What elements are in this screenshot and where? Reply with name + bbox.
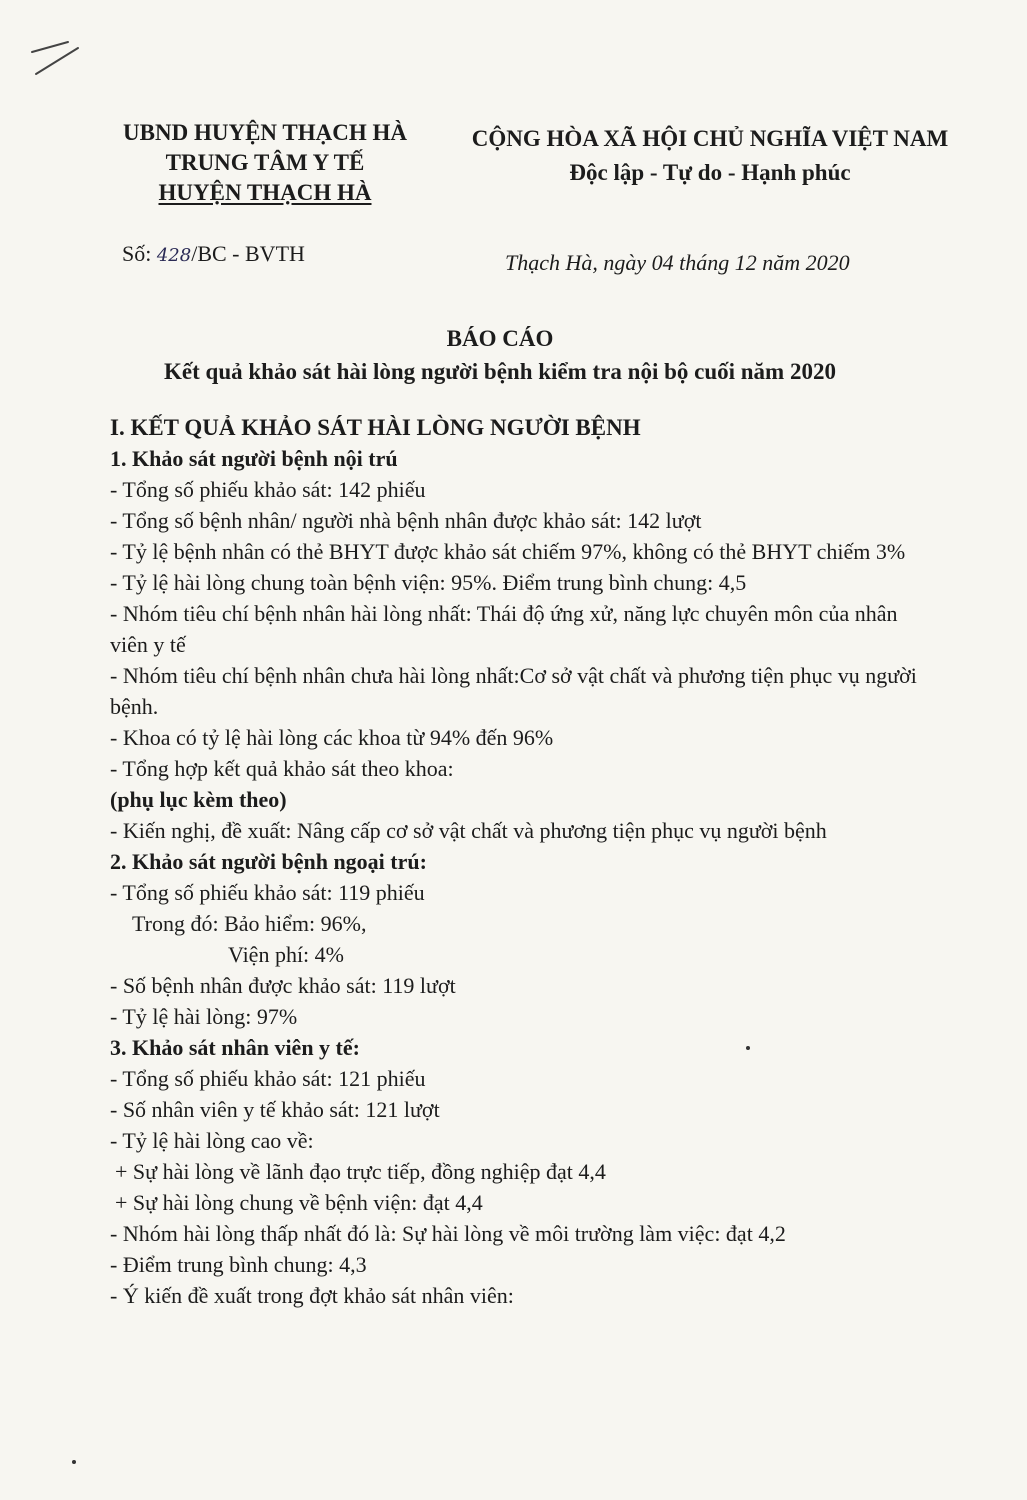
national-motto: [430, 122, 990, 190]
outpatient-patients: - Số bệnh nhân được khảo sát: 119 lượt: [110, 973, 456, 998]
report-body: [110, 412, 930, 1311]
staff-line: - Tỷ lệ hài lòng cao về:: [110, 1128, 314, 1153]
document-date: Thạch Hà, ngày 04 tháng 12 năm 2020: [505, 250, 850, 275]
report-title-main: BÁO CÁO: [446, 326, 554, 351]
report-title-subtitle: Kết quả khảo sát hài lòng người bệnh kiểm tra nội bộ cuối năm 2020: [164, 359, 836, 384]
handwritten-mark-icon: [28, 38, 88, 78]
outpatient-heading: 2. Khảo sát người bệnh ngoại trú:: [110, 849, 427, 874]
inpatient-line: - Tổng số phiếu khảo sát: 142 phiếu: [110, 477, 426, 502]
document-number-handwritten: 428: [156, 245, 192, 266]
staff-plus-item: + Sự hài lòng chung về bệnh viện: đạt 4,4: [115, 1190, 483, 1215]
inpatient-line: - Tỷ lệ hài lòng chung toàn bệnh viện: 95%. Điểm trung bình chung: 4,5: [110, 570, 747, 595]
inpatient-heading: 1. Khảo sát người bệnh nội trú: [110, 446, 398, 471]
scan-speck: [72, 1460, 76, 1464]
section-heading: I. KẾT QUẢ KHẢO SÁT HÀI LÒNG NGƯỜI BỆNH: [110, 415, 641, 440]
inpatient-line: - Nhóm tiêu chí bệnh nhân hài lòng nhất: Thái độ ứng xử, năng lực chuyên môn của nhân viên y tế: [110, 601, 898, 657]
appendix-note: (phụ lục kèm theo): [110, 787, 287, 812]
report-title: [0, 322, 1000, 388]
staff-line: - Số nhân viên y tế khảo sát: 121 lượt: [110, 1097, 440, 1122]
issuing-agency: [100, 118, 430, 208]
inpatient-line: - Tổng số bệnh nhân/ người nhà bệnh nhân được khảo sát: 142 lượt: [110, 508, 702, 533]
inpatient-line: - Khoa có tỷ lệ hài lòng các khoa từ 94% đến 96%: [110, 725, 554, 750]
outpatient-insurance: Trong đó: Bảo hiểm: 96%,: [132, 911, 367, 936]
outpatient-satisfaction: - Tỷ lệ hài lòng: 97%: [110, 1004, 298, 1029]
outpatient-forms: - Tổng số phiếu khảo sát: 119 phiếu: [110, 880, 425, 905]
country-name: CỘNG HÒA XÃ HỘI CHỦ NGHĨA VIỆT NAM: [471, 126, 949, 151]
motto: Độc lập - Tự do - Hạnh phúc: [569, 160, 851, 185]
staff-line: - Ý kiến đề xuất trong đợt khảo sát nhân viên:: [110, 1283, 514, 1308]
inpatient-recommendation: - Kiến nghị, đề xuất: Nâng cấp cơ sở vật chất và phương tiện phục vụ người bệnh: [110, 818, 827, 843]
staff-heading: 3. Khảo sát nhân viên y tế:: [110, 1035, 360, 1060]
document-number-suffix: /BC - BVTH: [191, 241, 305, 266]
agency-line-2: TRUNG TÂM Y TẾ: [165, 150, 365, 175]
inpatient-line: - Nhóm tiêu chí bệnh nhân chưa hài lòng nhất:Cơ sở vật chất và phương tiện phục vụ người bệnh.: [110, 663, 917, 719]
document-number-prefix: Số:: [122, 241, 157, 266]
document-number: [122, 241, 305, 267]
staff-line: - Nhóm hài lòng thấp nhất đó là: Sự hài lòng về môi trường làm việc: đạt 4,2: [110, 1221, 786, 1246]
outpatient-fee: Viện phí: 4%: [228, 942, 344, 967]
staff-plus-item: + Sự hài lòng về lãnh đạo trực tiếp, đồng nghiệp đạt 4,4: [115, 1159, 606, 1184]
inpatient-line: - Tổng hợp kết quả khảo sát theo khoa:: [110, 756, 454, 781]
staff-line: - Điểm trung bình chung: 4,3: [110, 1252, 367, 1277]
agency-line-3: HUYỆN THẠCH HÀ: [158, 180, 372, 205]
agency-line-1: UBND HUYỆN THẠCH HÀ: [123, 120, 407, 145]
staff-line: - Tổng số phiếu khảo sát: 121 phiếu: [110, 1066, 426, 1091]
scan-speck: [746, 1046, 750, 1050]
inpatient-line: - Tỷ lệ bệnh nhân có thẻ BHYT được khảo sát chiếm 97%, không có thẻ BHYT chiếm 3%: [110, 539, 906, 564]
